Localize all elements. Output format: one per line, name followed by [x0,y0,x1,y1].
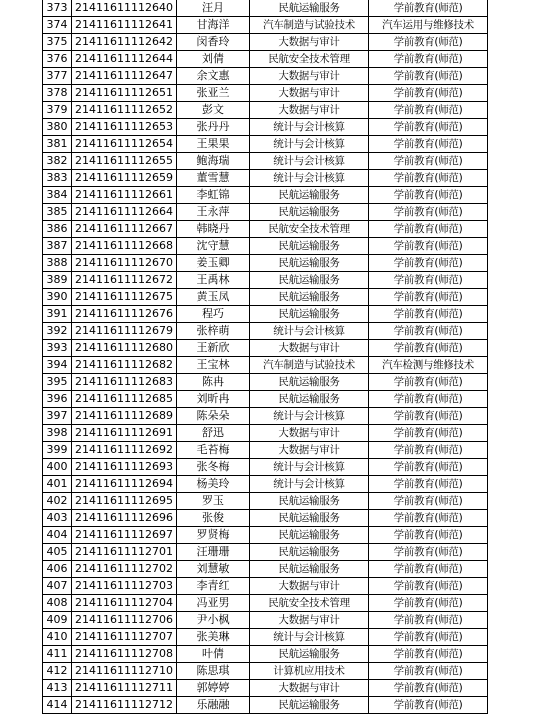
table-row [43,255,488,272]
student-id-cell: 21411611112640 [72,0,177,17]
student-name-cell: 韩晓丹 [177,221,250,238]
table-row [43,68,488,85]
table-row [43,527,488,544]
row-number-cell: 394 [43,357,72,374]
original-major-cell: 民航运输服务 [250,0,369,17]
student-name-cell: 张俊 [177,510,250,527]
row-number-cell: 407 [43,578,72,595]
student-name-cell: 王果果 [177,136,250,153]
row-number-cell: 374 [43,17,72,34]
row-number-cell: 380 [43,119,72,136]
row-number-cell: 392 [43,323,72,340]
row-number-cell: 391 [43,306,72,323]
student-name-cell: 罗玉 [177,493,250,510]
table-row [43,391,488,408]
student-id-cell: 21411611112701 [72,544,177,561]
student-id-cell: 21411611112703 [72,578,177,595]
original-major-cell: 大数据与审计 [250,612,369,629]
student-id-cell: 21411611112695 [72,493,177,510]
student-id-cell: 21411611112680 [72,340,177,357]
original-major-cell: 统计与会计核算 [250,629,369,646]
table-row [43,102,488,119]
table-row [43,408,488,425]
row-number-cell: 399 [43,442,72,459]
student-name-cell: 张亚兰 [177,85,250,102]
table-row [43,697,488,714]
original-major-cell: 大数据与审计 [250,102,369,119]
original-major-cell: 大数据与审计 [250,442,369,459]
new-major-cell: 学前教育(师范) [369,646,488,663]
new-major-cell: 学前教育(师范) [369,170,488,187]
student-name-cell: 张美琳 [177,629,250,646]
original-major-cell: 民航运输服务 [250,272,369,289]
original-major-cell: 民航运输服务 [250,306,369,323]
original-major-cell: 民航运输服务 [250,391,369,408]
student-name-cell: 姜玉卿 [177,255,250,272]
student-name-cell: 王宝林 [177,357,250,374]
student-name-cell: 乐融融 [177,697,250,714]
table-row [43,221,488,238]
student-id-cell: 21411611112702 [72,561,177,578]
original-major-cell: 汽车制造与试验技术 [250,17,369,34]
original-major-cell: 民航运输服务 [250,646,369,663]
student-id-cell: 21411611112708 [72,646,177,663]
table-row [43,136,488,153]
new-major-cell: 学前教育(师范) [369,68,488,85]
row-number-cell: 385 [43,204,72,221]
original-major-cell: 统计与会计核算 [250,136,369,153]
original-major-cell: 统计与会计核算 [250,408,369,425]
table-row [43,442,488,459]
new-major-cell: 学前教育(师范) [369,272,488,289]
row-number-cell: 373 [43,0,72,17]
student-id-cell: 21411611112668 [72,238,177,255]
student-name-cell: 黄玉凤 [177,289,250,306]
row-number-cell: 396 [43,391,72,408]
student-id-cell: 21411611112647 [72,68,177,85]
row-number-cell: 414 [43,697,72,714]
new-major-cell: 学前教育(师范) [369,153,488,170]
new-major-cell: 学前教育(师范) [369,102,488,119]
new-major-cell: 学前教育(师范) [369,408,488,425]
table-row [43,561,488,578]
row-number-cell: 411 [43,646,72,663]
new-major-cell: 汽车检测与维修技术 [369,357,488,374]
student-id-cell: 21411611112641 [72,17,177,34]
student-name-cell: 张冬梅 [177,459,250,476]
original-major-cell: 民航运输服务 [250,493,369,510]
student-name-cell: 刘倩 [177,51,250,68]
table-row [43,425,488,442]
table-row [43,187,488,204]
original-major-cell: 民航运输服务 [250,374,369,391]
new-major-cell: 学前教育(师范) [369,442,488,459]
new-major-cell: 学前教育(师范) [369,476,488,493]
original-major-cell: 民航安全技术管理 [250,595,369,612]
row-number-cell: 383 [43,170,72,187]
new-major-cell: 学前教育(师范) [369,459,488,476]
table-row [43,544,488,561]
student-id-cell: 21411611112691 [72,425,177,442]
student-name-cell: 甘海洋 [177,17,250,34]
new-major-cell: 学前教育(师范) [369,595,488,612]
original-major-cell: 民航运输服务 [250,238,369,255]
original-major-cell: 大数据与审计 [250,680,369,697]
student-name-cell: 沈守慧 [177,238,250,255]
original-major-cell: 民航运输服务 [250,289,369,306]
table-row [43,459,488,476]
table-row [43,629,488,646]
new-major-cell: 学前教育(师范) [369,510,488,527]
table-row [43,170,488,187]
student-name-cell: 刘慧敏 [177,561,250,578]
student-name-cell: 张丹丹 [177,119,250,136]
row-number-cell: 382 [43,153,72,170]
row-number-cell: 406 [43,561,72,578]
original-major-cell: 大数据与审计 [250,425,369,442]
student-id-cell: 21411611112712 [72,697,177,714]
new-major-cell: 学前教育(师范) [369,374,488,391]
original-major-cell: 统计与会计核算 [250,323,369,340]
original-major-cell: 汽车制造与试验技术 [250,357,369,374]
row-number-cell: 381 [43,136,72,153]
new-major-cell: 学前教育(师范) [369,680,488,697]
row-number-cell: 412 [43,663,72,680]
new-major-cell: 学前教育(师范) [369,136,488,153]
student-id-cell: 21411611112696 [72,510,177,527]
new-major-cell: 学前教育(师范) [369,578,488,595]
row-number-cell: 398 [43,425,72,442]
original-major-cell: 民航运输服务 [250,561,369,578]
student-name-cell: 王永萍 [177,204,250,221]
student-name-cell: 郭婷婷 [177,680,250,697]
student-name-cell: 陈朵朵 [177,408,250,425]
row-number-cell: 377 [43,68,72,85]
student-id-cell: 21411611112711 [72,680,177,697]
student-id-cell: 21411611112652 [72,102,177,119]
student-id-cell: 21411611112697 [72,527,177,544]
student-id-cell: 21411611112653 [72,119,177,136]
table-row [43,374,488,391]
row-number-cell: 397 [43,408,72,425]
new-major-cell: 学前教育(师范) [369,51,488,68]
table-row [43,340,488,357]
row-number-cell: 375 [43,34,72,51]
student-id-cell: 21411611112706 [72,612,177,629]
table-row [43,476,488,493]
row-number-cell: 401 [43,476,72,493]
student-id-cell: 21411611112693 [72,459,177,476]
row-number-cell: 405 [43,544,72,561]
student-id-cell: 21411611112683 [72,374,177,391]
student-name-cell: 李青红 [177,578,250,595]
student-name-cell: 余文惠 [177,68,250,85]
table-row [43,595,488,612]
table-row [43,680,488,697]
original-major-cell: 统计与会计核算 [250,476,369,493]
table-row [43,510,488,527]
student-name-cell: 张梓萌 [177,323,250,340]
row-number-cell: 408 [43,595,72,612]
student-name-cell: 冯亚男 [177,595,250,612]
student-id-cell: 21411611112689 [72,408,177,425]
new-major-cell: 学前教育(师范) [369,697,488,714]
student-id-cell: 21411611112704 [72,595,177,612]
table-row [43,493,488,510]
row-number-cell: 393 [43,340,72,357]
row-number-cell: 389 [43,272,72,289]
table-row [43,323,488,340]
new-major-cell: 学前教育(师范) [369,391,488,408]
student-id-cell: 21411611112676 [72,306,177,323]
row-number-cell: 387 [43,238,72,255]
student-name-cell: 尹小枫 [177,612,250,629]
table-row [43,119,488,136]
student-name-cell: 李虹锦 [177,187,250,204]
new-major-cell: 学前教育(师范) [369,561,488,578]
table-row [43,646,488,663]
student-name-cell: 汪月 [177,0,250,17]
student-id-cell: 21411611112655 [72,153,177,170]
student-name-cell: 毛苔梅 [177,442,250,459]
new-major-cell: 学前教育(师范) [369,119,488,136]
original-major-cell: 民航运输服务 [250,510,369,527]
table-row [43,0,488,17]
new-major-cell: 学前教育(师范) [369,323,488,340]
new-major-cell: 学前教育(师范) [369,34,488,51]
student-name-cell: 鲍海瑞 [177,153,250,170]
original-major-cell: 统计与会计核算 [250,153,369,170]
new-major-cell: 学前教育(师范) [369,425,488,442]
original-major-cell: 大数据与审计 [250,578,369,595]
row-number-cell: 404 [43,527,72,544]
student-name-cell: 王新欣 [177,340,250,357]
new-major-cell: 学前教育(师范) [369,0,488,17]
table-row [43,289,488,306]
new-major-cell: 汽车运用与维修技术 [369,17,488,34]
row-number-cell: 388 [43,255,72,272]
original-major-cell: 民航运输服务 [250,544,369,561]
student-id-cell: 21411611112664 [72,204,177,221]
original-major-cell: 大数据与审计 [250,340,369,357]
original-major-cell: 计算机应用技术 [250,663,369,680]
original-major-cell: 统计与会计核算 [250,170,369,187]
original-major-cell: 民航运输服务 [250,187,369,204]
student-id-cell: 21411611112682 [72,357,177,374]
table-row [43,663,488,680]
table-row [43,17,488,34]
student-id-cell: 21411611112667 [72,221,177,238]
table-row [43,357,488,374]
student-id-cell: 21411611112694 [72,476,177,493]
student-name-cell: 程巧 [177,306,250,323]
row-number-cell: 403 [43,510,72,527]
new-major-cell: 学前教育(师范) [369,204,488,221]
student-id-cell: 21411611112679 [72,323,177,340]
original-major-cell: 民航运输服务 [250,697,369,714]
student-name-cell: 董雪慧 [177,170,250,187]
student-id-cell: 21411611112654 [72,136,177,153]
original-major-cell: 大数据与审计 [250,68,369,85]
student-id-cell: 21411611112670 [72,255,177,272]
table-row [43,34,488,51]
new-major-cell: 学前教育(师范) [369,340,488,357]
new-major-cell: 学前教育(师范) [369,544,488,561]
new-major-cell: 学前教育(师范) [369,221,488,238]
new-major-cell: 学前教育(师范) [369,255,488,272]
new-major-cell: 学前教育(师范) [369,493,488,510]
table-row [43,578,488,595]
row-number-cell: 413 [43,680,72,697]
row-number-cell: 379 [43,102,72,119]
row-number-cell: 402 [43,493,72,510]
new-major-cell: 学前教育(师范) [369,289,488,306]
table-row [43,85,488,102]
original-major-cell: 大数据与审计 [250,85,369,102]
student-id-cell: 21411611112672 [72,272,177,289]
row-number-cell: 378 [43,85,72,102]
row-number-cell: 376 [43,51,72,68]
student-name-cell: 罗贤梅 [177,527,250,544]
student-id-cell: 21411611112707 [72,629,177,646]
original-major-cell: 统计与会计核算 [250,119,369,136]
student-id-cell: 21411611112685 [72,391,177,408]
student-name-cell: 刘昕冉 [177,391,250,408]
table-row [43,51,488,68]
student-id-cell: 21411611112661 [72,187,177,204]
row-number-cell: 386 [43,221,72,238]
original-major-cell: 民航安全技术管理 [250,51,369,68]
new-major-cell: 学前教育(师范) [369,629,488,646]
row-number-cell: 410 [43,629,72,646]
student-name-cell: 舒迅 [177,425,250,442]
student-name-cell: 杨美玲 [177,476,250,493]
student-table-body [43,0,488,714]
student-name-cell: 汪珊珊 [177,544,250,561]
table-row [43,612,488,629]
student-id-cell: 21411611112675 [72,289,177,306]
new-major-cell: 学前教育(师范) [369,612,488,629]
student-id-cell: 21411611112651 [72,85,177,102]
student-id-cell: 21411611112692 [72,442,177,459]
student-name-cell: 闵香玲 [177,34,250,51]
student-table [42,0,488,714]
new-major-cell: 学前教育(师范) [369,238,488,255]
original-major-cell: 民航安全技术管理 [250,221,369,238]
row-number-cell: 400 [43,459,72,476]
table-row [43,153,488,170]
row-number-cell: 409 [43,612,72,629]
table-row [43,204,488,221]
student-name-cell: 陈思琪 [177,663,250,680]
row-number-cell: 390 [43,289,72,306]
student-name-cell: 王禹林 [177,272,250,289]
table-row [43,272,488,289]
new-major-cell: 学前教育(师范) [369,306,488,323]
student-id-cell: 21411611112642 [72,34,177,51]
new-major-cell: 学前教育(师范) [369,187,488,204]
student-name-cell: 叶倩 [177,646,250,663]
original-major-cell: 统计与会计核算 [250,459,369,476]
student-id-cell: 21411611112659 [72,170,177,187]
student-id-cell: 21411611112644 [72,51,177,68]
new-major-cell: 学前教育(师范) [369,85,488,102]
original-major-cell: 民航运输服务 [250,527,369,544]
table-row [43,238,488,255]
table-row [43,306,488,323]
student-name-cell: 彭文 [177,102,250,119]
row-number-cell: 384 [43,187,72,204]
new-major-cell: 学前教育(师范) [369,527,488,544]
student-id-cell: 21411611112710 [72,663,177,680]
row-number-cell: 395 [43,374,72,391]
new-major-cell: 学前教育(师范) [369,663,488,680]
original-major-cell: 民航运输服务 [250,255,369,272]
original-major-cell: 民航运输服务 [250,204,369,221]
original-major-cell: 大数据与审计 [250,34,369,51]
student-name-cell: 陈冉 [177,374,250,391]
